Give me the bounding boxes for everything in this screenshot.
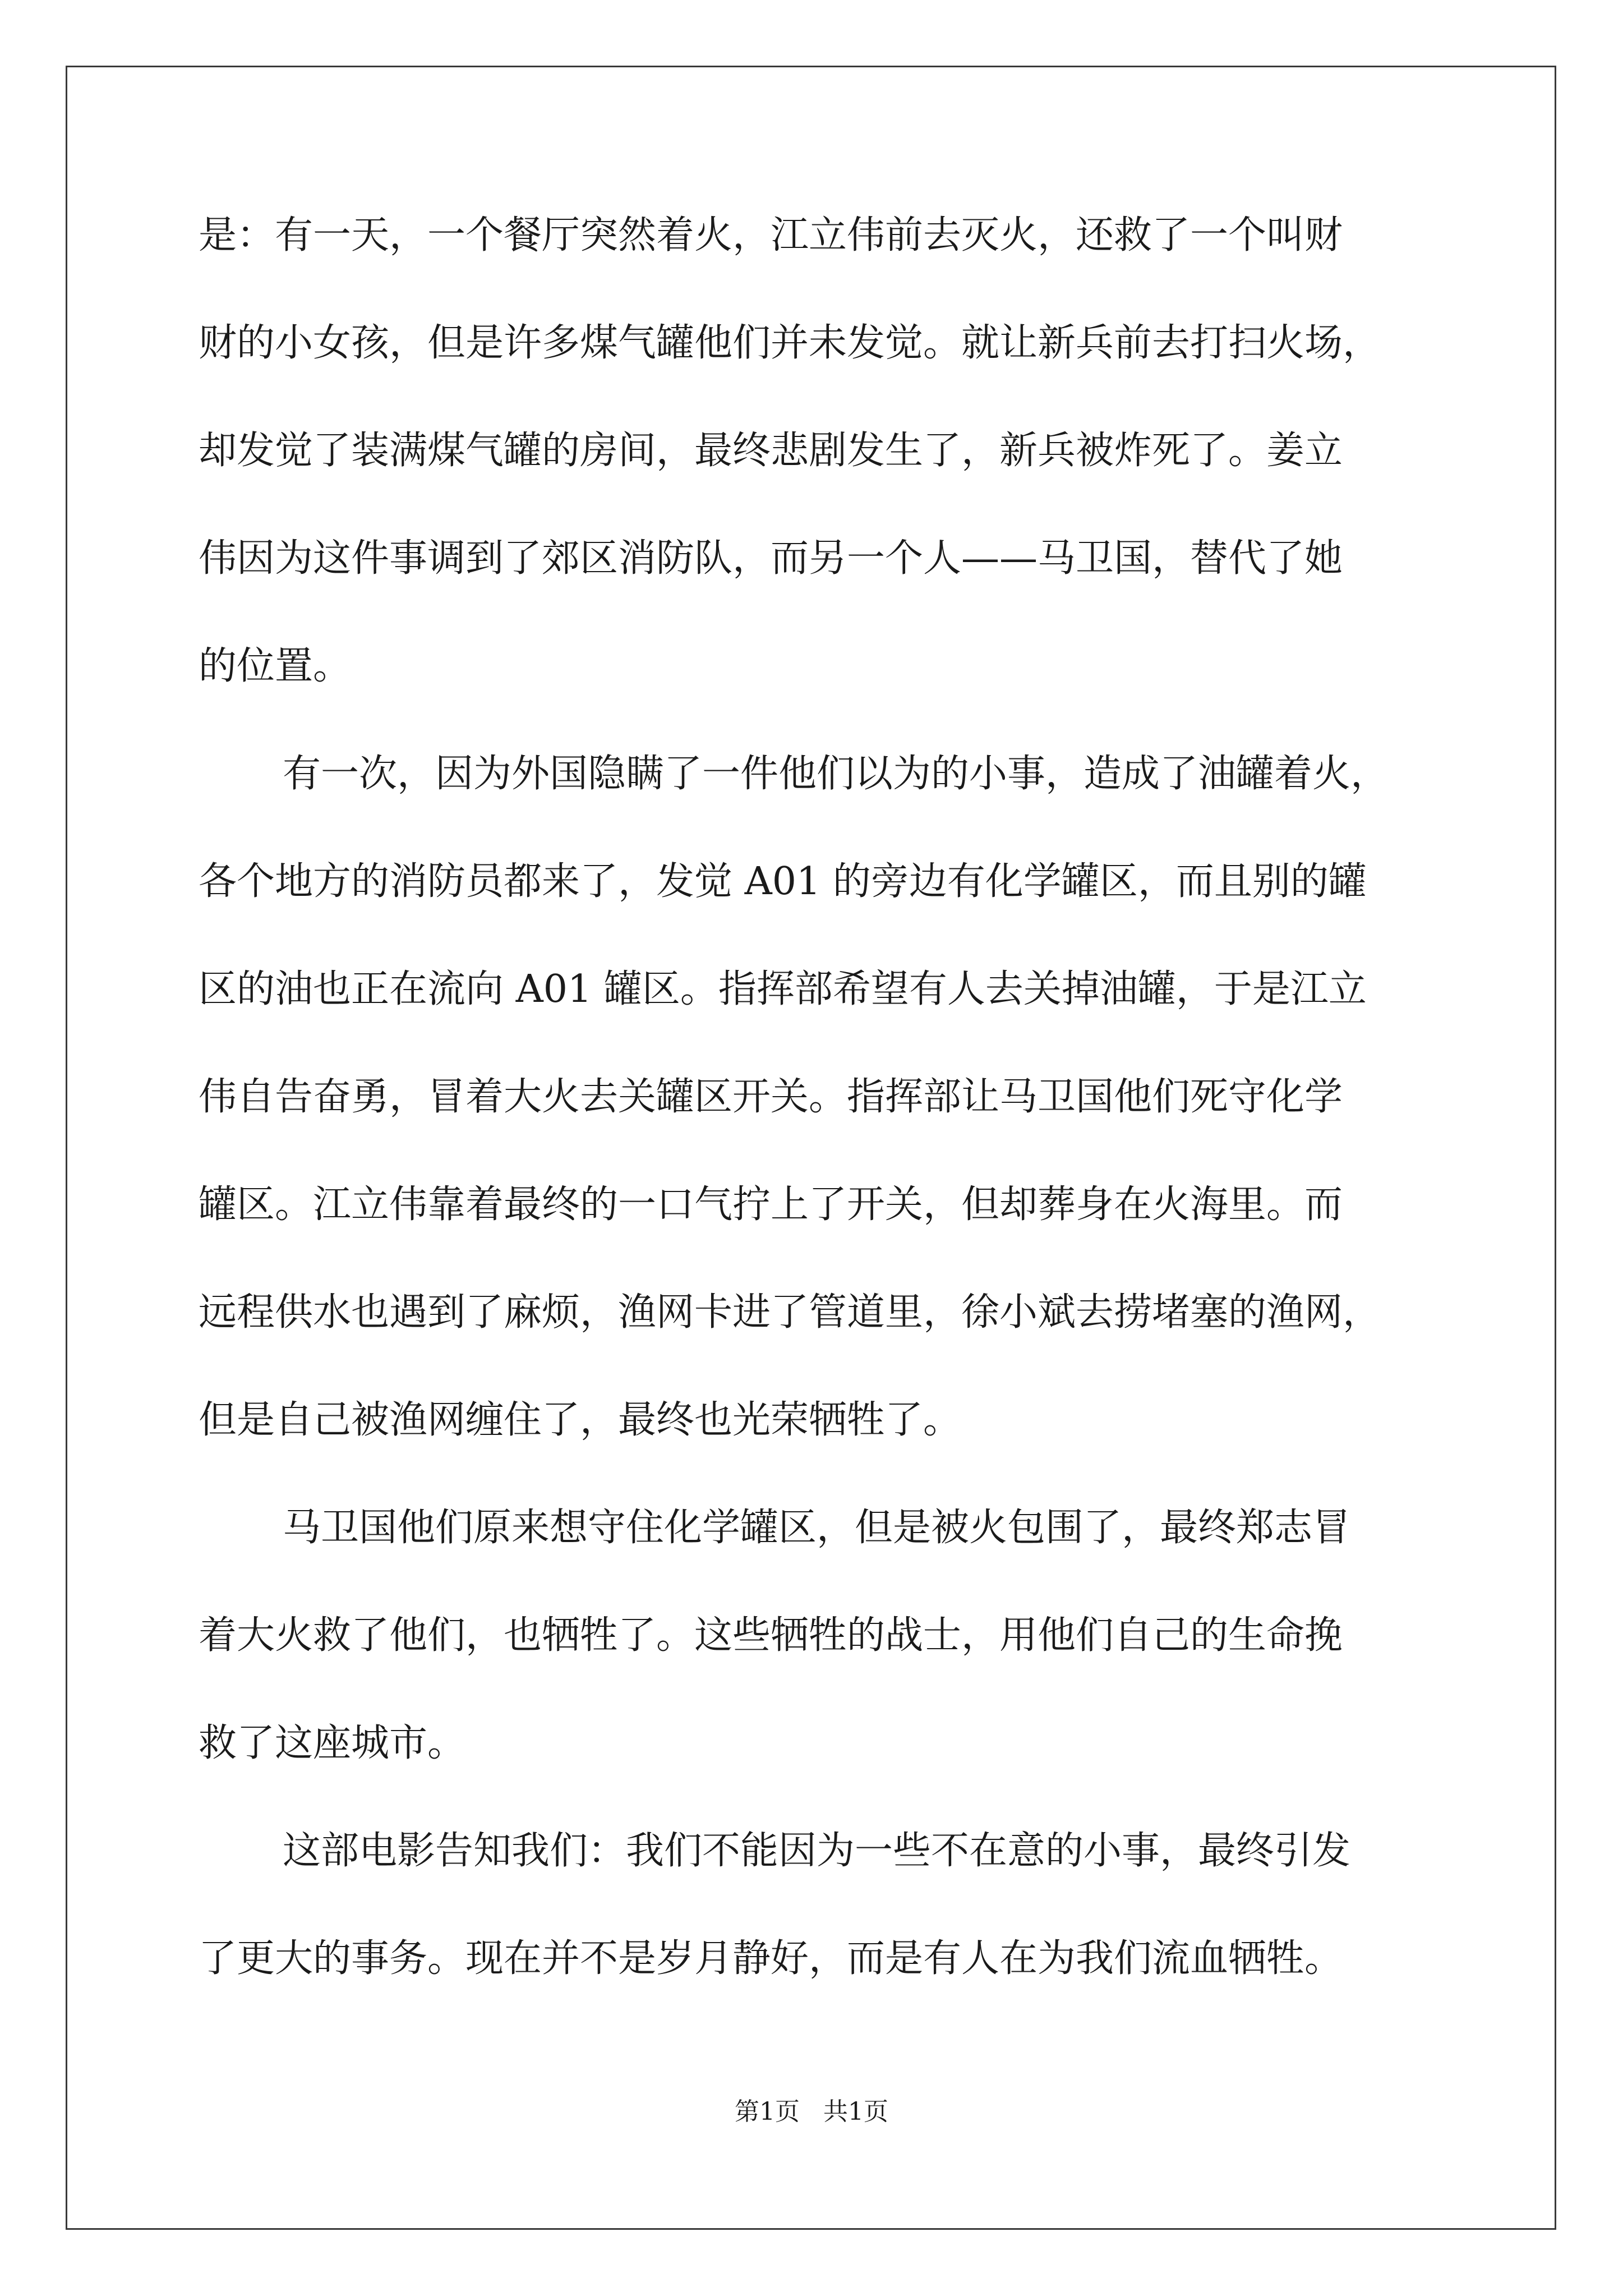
text-line: 了更大的事务。现在并不是岁月静好，而是有人在为我们流血牺牲。 xyxy=(199,1936,1343,1981)
text-line: 罐区。江立伟靠着最终的一口气拧上了开关，但却葬身在火海里。而 xyxy=(199,1182,1343,1227)
paragraph-start-line: 这部电影告知我们：我们不能因为一些不在意的小事，最终引发 xyxy=(283,1829,1351,1873)
paragraph-start-line: 有一次，因为外国隐瞒了一件他们以为的小事，造成了油罐着火， xyxy=(283,752,1389,796)
text-line: 但是自己被渔网缠住了，最终也光荣牺牲了。 xyxy=(199,1398,962,1442)
text-line: 着大火救了他们，也牺牲了。这些牺牲的战士，用他们自己的生命挽 xyxy=(199,1613,1343,1658)
text-line: 伟自告奋勇，冒着大火去关罐区开关。指挥部让马卫国他们死守化学 xyxy=(199,1075,1343,1119)
page-footer: 第1页 共1页 xyxy=(735,2097,888,2126)
text-line: 远程供水也遇到了麻烦，渔网卡进了管道里，徐小斌去捞堵塞的渔网， xyxy=(199,1290,1381,1335)
text-line: 财的小女孩，但是许多煤气罐他们并未发觉。就让新兵前去打扫火场， xyxy=(199,321,1381,365)
text-line: 救了这座城市。 xyxy=(199,1721,466,1765)
text-line: 各个地方的消防员都来了，发觉 A01 的旁边有化学罐区，而且别的罐 xyxy=(199,859,1367,904)
text-line: 是：有一天，一个餐厅突然着火，江立伟前去灭火，还救了一个叫财 xyxy=(199,213,1343,257)
text-line: 却发觉了装满煤气罐的房间，最终悲剧发生了，新兵被炸死了。姜立 xyxy=(199,429,1343,473)
document-body xyxy=(199,202,1438,2033)
text-line: 区的油也正在流向 A01 罐区。指挥部希望有人去关掉油罐，于是江立 xyxy=(199,967,1367,1011)
text-line: 伟因为这件事调到了郊区消防队，而另一个人——马卫国，替代了她 xyxy=(199,536,1343,581)
paragraph-start-line: 马卫国他们原来想守住化学罐区，但是被火包围了，最终郑志冒 xyxy=(283,1506,1351,1550)
text-line: 的位置。 xyxy=(199,644,352,688)
